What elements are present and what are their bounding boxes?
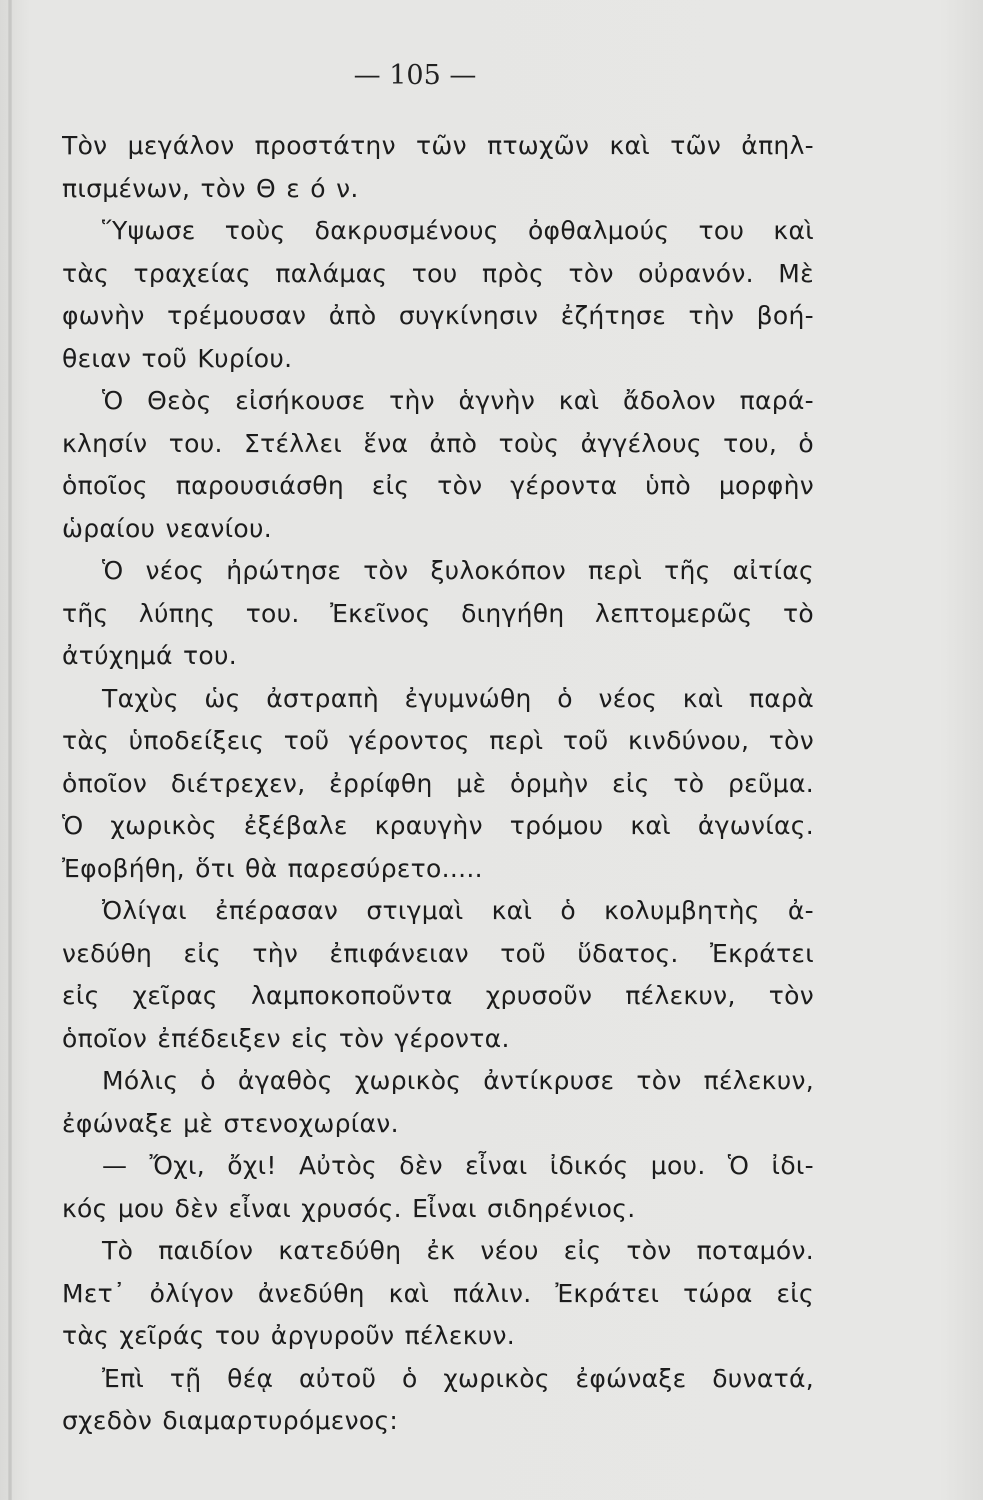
- text-line: Ἐφοβήθη, ὅτι θὰ παρεσύρετο.....: [62, 853, 483, 883]
- text-line: — Ὄχι, ὄχι! Αὐτὸς δὲν εἶναι ἰδικός μου. Ὁ ἰδι-: [102, 1151, 814, 1180]
- page-number: — 105 —: [353, 60, 477, 91]
- text-line: ὡραίου νεανίου.: [62, 513, 273, 543]
- text-line: φωνὴν τρέμουσαν ἀπὸ συγκίνησιν ἐζήτησε τὴν βοή-: [62, 301, 814, 330]
- text-line: Τὸ παιδίον κατεδύθη ἐκ νέου εἰς τὸν ποταμόν.: [102, 1236, 814, 1265]
- text-line: κός μου δὲν εἶναι χρυσός. Εἶναι σιδηρένιος.: [62, 1193, 636, 1223]
- text-line: εἰς χεῖρας λαμποκοποῦντα χρυσοῦν πέλεκυν, τὸν: [62, 981, 814, 1010]
- text-line: ἐφώναξε μὲ στενοχωρίαν.: [62, 1108, 399, 1138]
- text-line: Μόλις ὁ ἀγαθὸς χωρικὸς ἀντίκρυσε τὸν πέλεκυν,: [102, 1066, 814, 1095]
- text-line: Ὁ Θεὸς εἰσήκουσε τὴν ἁγνὴν καὶ ἄδολον παρά-: [102, 386, 814, 415]
- text-line: νεδύθη εἰς τὴν ἐπιφάνειαν τοῦ ὕδατος. Ἐκράτει: [62, 938, 814, 968]
- text-line: τῆς λύπης του. Ἐκεῖνος διηγήθη λεπτομερῶς τὸ: [62, 598, 814, 628]
- text-line: Ὕψωσε τοὺς δακρυσμένους ὀφθαλμούς του καὶ: [102, 216, 814, 245]
- text-line: Ταχὺς ὡς ἀστραπὴ ἐγυμνώθη ὁ νέος καὶ παρὰ: [102, 683, 814, 713]
- page-edge-shadow: [8, 0, 12, 1500]
- text-line: Ὁ νέος ἠρώτησε τὸν ξυλοκόπον περὶ τῆς αἰτίας: [102, 556, 814, 585]
- text-line: θειαν τοῦ Κυρίου.: [62, 343, 293, 373]
- text-line: Μετ᾽ ὀλίγον ἀνεδύθη καὶ πάλιν. Ἐκράτει τώρα εἰς: [62, 1278, 814, 1308]
- text-line: Ὁ χωρικὸς ἐξέβαλε κραυγὴν τρόμου καὶ ἀγωνίας.: [62, 811, 814, 840]
- text-line: ὁποῖον ἐπέδειξεν εἰς τὸν γέροντα.: [62, 1023, 510, 1053]
- text-line: ἀτύχημά του.: [62, 641, 237, 670]
- text-line: κλησίν του. Στέλλει ἕνα ἀπὸ τοὺς ἀγγέλους του, ὁ: [62, 428, 814, 458]
- text-line: σχεδὸν διαμαρτυρόμενος:: [62, 1406, 399, 1435]
- text-line: Ὀλίγαι ἐπέρασαν στιγμαὶ καὶ ὁ κολυμβητὴς ἀ-: [102, 896, 814, 925]
- body-text: [62, 125, 814, 1443]
- text-line: τὰς χεῖράς του ἀργυροῦν πέλεκυν.: [62, 1321, 516, 1350]
- text-line: Ἐπὶ τῇ θέᾳ αὐτοῦ ὁ χωρικὸς ἐφώναξε δυνατά,: [102, 1363, 814, 1393]
- text-line: τὰς τραχείας παλάμας του πρὸς τὸν οὐρανόν. Μὲ: [62, 258, 814, 288]
- text-line: πισμένων, τὸν Θ ε ό ν.: [62, 173, 359, 203]
- text-line: ὁποῖος παρουσιάσθη εἰς τὸν γέροντα ὑπὸ μορφὴν: [62, 471, 814, 500]
- text-line: ὁποῖον διέτρεχεν, ἐρρίφθη μὲ ὁρμὴν εἰς τὸ ρεῦμα.: [62, 768, 814, 798]
- text-line: Τὸν μεγάλον προστάτην τῶν πτωχῶν καὶ τῶν ἀπηλ-: [62, 131, 814, 160]
- text-line: τὰς ὑποδείξεις τοῦ γέροντος περὶ τοῦ κινδύνου, τὸν: [62, 726, 814, 755]
